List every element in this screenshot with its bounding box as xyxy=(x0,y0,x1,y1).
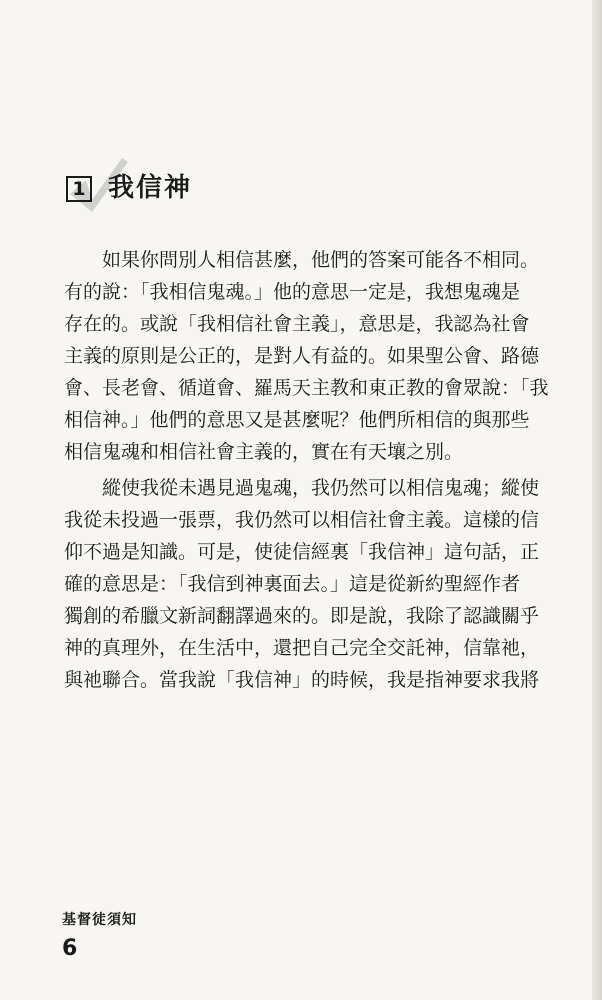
text-line: 確的意思是：「我信到神裏面去。」這是從新約聖經作者 xyxy=(64,573,521,595)
text-line: 縱使我從未遇見過鬼魂，我仍然可以相信鬼魂；縱使 xyxy=(64,477,540,499)
text-line: 存在的。或說「我相信社會主義」，意思是，我認為社會 xyxy=(64,313,530,335)
text-line: 我從未投過一張票，我仍然可以相信社會主義。這樣的信 xyxy=(64,509,540,531)
text-line: 相信鬼魂和相信社會主義的，實在有天壤之別。 xyxy=(64,441,464,463)
paragraph-2 xyxy=(64,472,550,696)
page-number: 6 xyxy=(62,936,78,961)
text-line: 如果你問別人相信甚麼，他們的答案可能各不相同。 xyxy=(64,249,540,271)
text-line: 神的真理外，在生活中，還把自己完全交託神，信靠祂， xyxy=(64,637,540,659)
footer-book-title: 基督徒須知 xyxy=(62,912,137,928)
chapter-title: 我信神 xyxy=(108,173,193,203)
text-line: 會、長老會、循道會、羅馬天主教和東正教的會眾說：「我 xyxy=(64,377,549,399)
text-line: 主義的原則是公正的，是對人有益的。如果聖公會、路德 xyxy=(64,345,540,367)
page-edge xyxy=(592,0,602,1000)
body-text xyxy=(64,244,550,700)
text-line: 獨創的希臘文新詞翻譯過來的。即是說，我除了認識關乎 xyxy=(64,605,540,627)
text-line: 與祂聯合。當我說「我信神」的時候，我是指神要求我將 xyxy=(64,669,540,691)
chapter-number: 1 xyxy=(66,176,92,202)
paragraph-1 xyxy=(64,244,550,468)
text-line: 有的說：「我相信鬼魂。」他的意思一定是，我想鬼魂是 xyxy=(64,281,521,303)
text-line: 仰不過是知識。可是，使徒信經裏「我信神」這句話，正 xyxy=(64,541,540,563)
text-line: 相信神。」他們的意思又是甚麼呢？他們所相信的與那些 xyxy=(64,409,530,431)
chapter-heading xyxy=(62,150,422,220)
